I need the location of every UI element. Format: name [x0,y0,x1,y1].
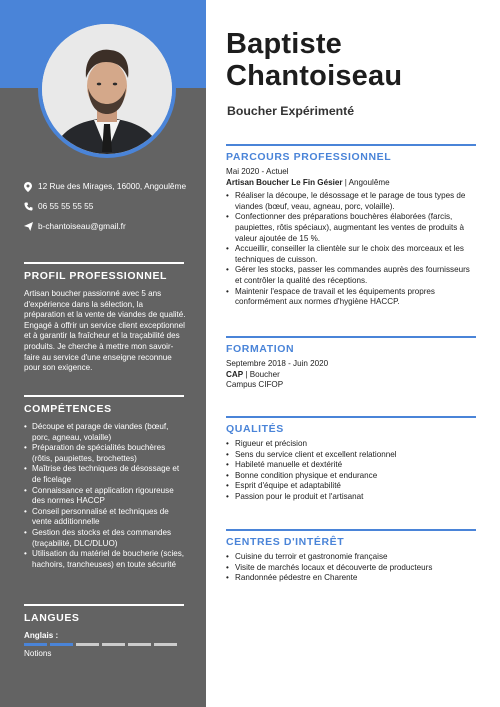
experience-section [226,144,476,308]
language-level: Notions [24,649,52,658]
education-dates: Septembre 2018 - Juin 2020 [226,359,329,368]
language-level-bar [24,643,186,646]
list-item: • Maintenir l'espace de travail et les équipements propres conformément aux normes d'hygiène HACCP. [226,287,476,308]
education-field: Boucher [249,369,280,379]
language-level-segment [76,643,99,646]
experience-place: Angoulême [348,177,390,187]
contact-block [24,181,194,241]
qualities-title: QUALITÉS [226,423,284,435]
separator: | [243,369,250,379]
qualities-list [226,439,476,503]
map-pin-icon [24,181,38,192]
email-text: b-chantoiseau@gmail.fr [38,221,126,231]
section-divider [24,395,184,397]
send-icon [24,221,38,232]
language-level-segment [128,643,151,646]
qualities-section [226,416,476,503]
list-item: • Confectionner des préparations bouchères élaborées (farcis, paupiettes, rôtis spéciaux), augmentant les ventes de produits à valeur ajoutée de 15 %. [226,212,476,244]
education-degree-line [226,370,476,381]
skills-title: COMPÉTENCES [24,403,112,415]
job-title: Boucher Expérimenté [227,104,355,118]
skills-list [24,422,186,570]
language-name: Anglais : [24,631,59,640]
interests-list [226,552,476,584]
last-name: Chantoiseau [226,60,403,92]
list-item: • Maîtrise des techniques de désossage et de ficelage [24,464,186,485]
education-section [226,336,476,391]
experience-role: Artisan Boucher Le Fin Gésier [226,177,343,187]
separator: | [342,177,349,187]
skills-section [24,395,186,570]
phone-text: 06 55 55 55 55 [38,201,94,211]
phone-icon [24,201,38,212]
interests-section [226,529,476,584]
experience-title: PARCOURS PROFESSIONNEL [226,151,392,163]
list-item: • Bonne condition physique et endurance [226,471,476,482]
list-item: • Gérer les stocks, passer les commandes auprès des fournisseurs et contrôler la qualité des réceptions. [226,265,476,286]
list-item: • Découpe et parage de viandes (bœuf, porc, agneau, volaille) [24,422,186,443]
first-name: Baptiste [226,28,343,60]
experience-role-line [226,178,476,189]
profile-photo [42,24,172,154]
profile-title: PROFIL PROFESSIONNEL [24,270,168,282]
list-item: • Habileté manuelle et dextérité [226,460,476,471]
education-school: Campus CIFOP [226,380,284,390]
list-item: • Cuisine du terroir et gastronomie française [226,552,476,563]
section-divider [226,416,476,418]
list-item: • Utilisation du matériel de boucherie (scies, hachoirs, trancheuses) en toute sécurité [24,549,186,570]
contact-address [24,181,194,192]
education-degree: CAP [226,369,244,379]
profile-text: Artisan boucher passionné avec 5 ans d'expérience dans la sélection, la préparation et la vente de viandes de qualité. Engagé à offrir un service client exceptionnel et à garantir la fraîcheur et la traçabilité des produits. Je cherche à mettre mon savoir-faire au service d'une enseigne reconnue pour son exigence. [24,289,186,373]
address-text: 12 Rue des Mirages, 16000, Angoulême [38,181,187,191]
experience-dates: Mai 2020 - Actuel [226,167,289,176]
language-level-segment [102,643,125,646]
languages-section [24,604,186,658]
contact-email [24,221,194,232]
candidate-name [226,28,402,92]
list-item: • Connaissance et application rigoureuse des normes HACCP [24,486,186,507]
list-item: • Sens du service client et excellent relationnel [226,450,476,461]
list-item: • Gestion des stocks et des commandes (traçabilité, DLC/DLUO) [24,528,186,549]
list-item: • Accueillir, conseiller la clientèle sur le choix des morceaux et les techniques de cuisson. [226,244,476,265]
section-divider [226,336,476,338]
list-item: • Rigueur et précision [226,439,476,450]
list-item: • Randonnée pédestre en Charente [226,573,476,584]
education-title: FORMATION [226,343,295,355]
language-level-segment [154,643,177,646]
language-level-segment [24,643,47,646]
section-divider [24,262,184,264]
section-divider [226,144,476,146]
list-item: • Préparation de spécialités bouchères (rôtis, paupiettes, brochettes) [24,443,186,464]
list-item: • Esprit d'équipe et adaptabilité [226,481,476,492]
list-item: • Réaliser la découpe, le désossage et le parage de tous types de viandes (bœuf, veau, agneau, porc, volaille). [226,191,476,212]
language-level-segment [50,643,73,646]
profile-section [24,262,186,374]
section-divider [24,604,184,606]
experience-bullets [226,191,476,308]
profile-photo-frame [38,20,176,158]
interests-title: CENTRES D'INTÉRÊT [226,536,345,548]
list-item: • Visite de marchés locaux et découverte de producteurs [226,563,476,574]
languages-title: LANGUES [24,612,80,624]
list-item: • Passion pour le produit et l'artisanat [226,492,476,503]
person-portrait-icon [42,24,172,154]
contact-phone [24,201,194,212]
section-divider [226,529,476,531]
list-item: • Conseil personnalisé et techniques de vente additionnelle [24,507,186,528]
